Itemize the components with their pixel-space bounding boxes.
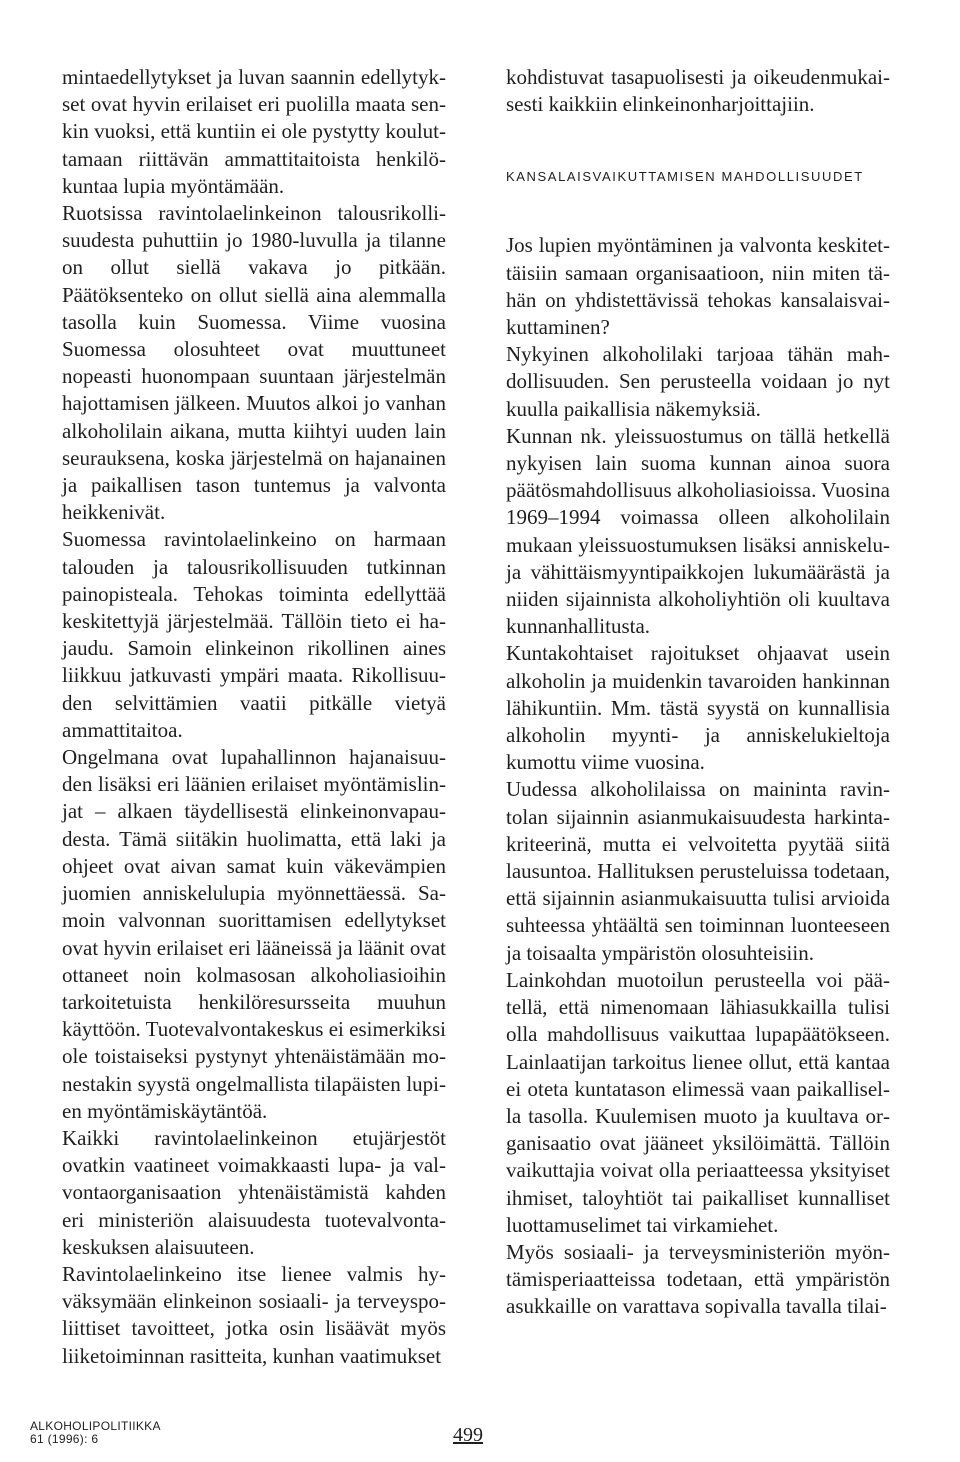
section-heading: KANSALAISVAIKUTTAMISEN MAHDOLLISUUDET [506, 169, 864, 185]
paragraph: Ruotsissa ravintolaelinkeinon talousrikollisuudesta puhuttiin jo 1980-luvulla ja tilanne on ollut siellä vakava jo pitkään. Päätöksenteko on ollut siellä aina alemmalla tasolla kuin Suomessa. Viime vuosina Suomessa olosuhteet ovat muuttuneet nopeasti huonompaan suuntaan järjestelmän hajottamisen jälkeen. Muutos alkoi jo vanhan alkoholilain aikana, mutta kiihtyi uuden lain seurauksena, koska järjestelmä on hajanainen ja paikallisen tason tuntemus ja valvonta heikkenivät. [62, 201, 446, 525]
paragraph: mintaedellytykset ja luvan saannin edellytykset ovat hyvin erilaiset eri puolilla maata senkin vuoksi, että kuntiin ei ole pystytty kouluttamaan riittävän ammattitaitoista henkilökuntaa lupia myöntämään. [62, 65, 446, 198]
paragraph: Jos lupien myöntäminen ja valvonta keskitettäisiin samaan organisaatioon, niin miten tähän on yhdistettävissä tehokas kansalaisvaikuttaminen? [506, 233, 890, 340]
paragraph: Nykyinen alkoholilaki tarjoaa tähän mahdollisuuden. Sen perusteella voidaan jo nyt kuulla paikallisia näkemyksiä. [506, 342, 890, 421]
paragraph: kohdistuvat tasapuolisesti ja oikeudenmukaisesti kaikkiin elinkeinonharjoittajiin. [506, 65, 890, 117]
paragraph: Lainkohdan muotoilun perusteella voi päätellä, että nimenomaan lähiasukkailla tulisi olla mahdollisuus vaikuttaa lupapäätökseen. Lainlaatijan tarkoitus lienee ollut, että kantaa ei oteta kuntatason elimessä vaan paikallisella tasolla. Kuulemisen muoto ja kuultava organisaatio ovat jääneet yksilöimättä. Tällöin vaikuttajia voivat olla periaatteessa yksityiset ihmiset, taloyhtiöt tai paikalliset kunnalliset luottamuselimet tai virkamiehet. [506, 967, 890, 1237]
journal-citation [30, 1420, 161, 1446]
journal-issue: 61 (1996): 6 [30, 1432, 99, 1446]
paragraph: Kaikki ravintolaelinkeinon etujärjestöt ovatkin vaatineet voimakkaasti lupa- ja valvontaorganisaation yhtenäistämistä kahden eri ministeriön alaisuudesta tuotevalvontakeskuksen alaisuuteen. [62, 1125, 446, 1259]
journal-name: ALKOHOLIPOLITIIKKA [30, 1419, 161, 1433]
page-number: 499 [453, 1424, 483, 1446]
paragraph: Kunnan nk. yleissuostumus on tällä hetkellä nykyisen lain suoma kunnan ainoa suora päätösmahdollisuus alkoholiasioissa. Vuosina 1969–1994 voimassa olleen alkoholilain mukaan yleissuostumuksen lisäksi anniskelu- ja vähittäismyyntipaikkojen lukumäärästä ja niiden sijainnista alkoholiyhtiön oli kuultava kunnanhallitusta. [506, 423, 890, 639]
paragraph: Suomessa ravintolaelinkeino on harmaan talouden ja talousrikollisuuden tutkinnan painopisteala. Tehokas toiminta edellyttää keskitettyjä järjestelmää. Tällöin tieto ei hajaudu. Samoin elinkeinon rikollinen aines liikkuu jatkuvasti ympäri maata. Rikollisuuden selvittämien vaatii pitkälle vietyä ammattitaitoa. [62, 527, 446, 742]
paragraph: Kuntakohtaiset rajoitukset ohjaavat usein alkoholin ja muidenkin tavaroiden hankinnan lähikuntiin. Mm. tästä syystä on kunnallisia alkoholin myynti- ja anniskelukieltoja kumottu viime vuosina. [506, 641, 890, 775]
paragraph: Ravintolaelinkeino itse lienee valmis hyväksymään elinkeinon sosiaali- ja terveyspoliittiset tavoitteet, jotka osin lisäävät myös liiketoiminnan rasitteita, kunhan vaatimukset [62, 1261, 446, 1368]
paragraph: Uudessa alkoholilaissa on maininta ravintolan sijainnin asianmukaisuudesta harkintakriteerinä, mutta ei velvoitetta pyytää siitä lausuntoa. Hallituksen perusteluissa todetaan, että sijainnin asianmukaisuutta tulisi arvioida suhteessa yhtäältä sen toiminnan luonteeseen ja toisaalta ympäristön olosuhteisiin. [506, 777, 890, 965]
left-column [62, 64, 446, 1370]
paragraph: Ongelmana ovat lupahallinnon hajanaisuuden lisäksi eri läänien erilaiset myöntämislinjat – alkaen täydellisestä elinkeinonvapaudesta. Tämä siitäkin huolimatta, että laki ja ohjeet ovat aivan samat kuin väkevämpien juomien anniskelulupia myönnettäessä. Samoin valvonnan suorittamisen edellytykset ovat hyvin erilaiset eri lääneissä ja läänit ovat ottaneet noin kolmasosan alkoholiasioihin tarkoitetuista henkilöresursseita muuhun käyttöön. Tuotevalvontakeskus ei esimerkiksi ole toistaiseksi pystynyt yhtenäistämään monestakin syystä ongelmallista tilapäisten lupien myöntämiskäytäntöä. [62, 745, 446, 1123]
right-column [506, 64, 890, 1321]
paragraph: Myös sosiaali- ja terveysministeriön myöntämisperiaatteissa todetaan, että ympäristön asukkaille on varattava sopivalla tavalla tilai- [506, 1239, 890, 1319]
